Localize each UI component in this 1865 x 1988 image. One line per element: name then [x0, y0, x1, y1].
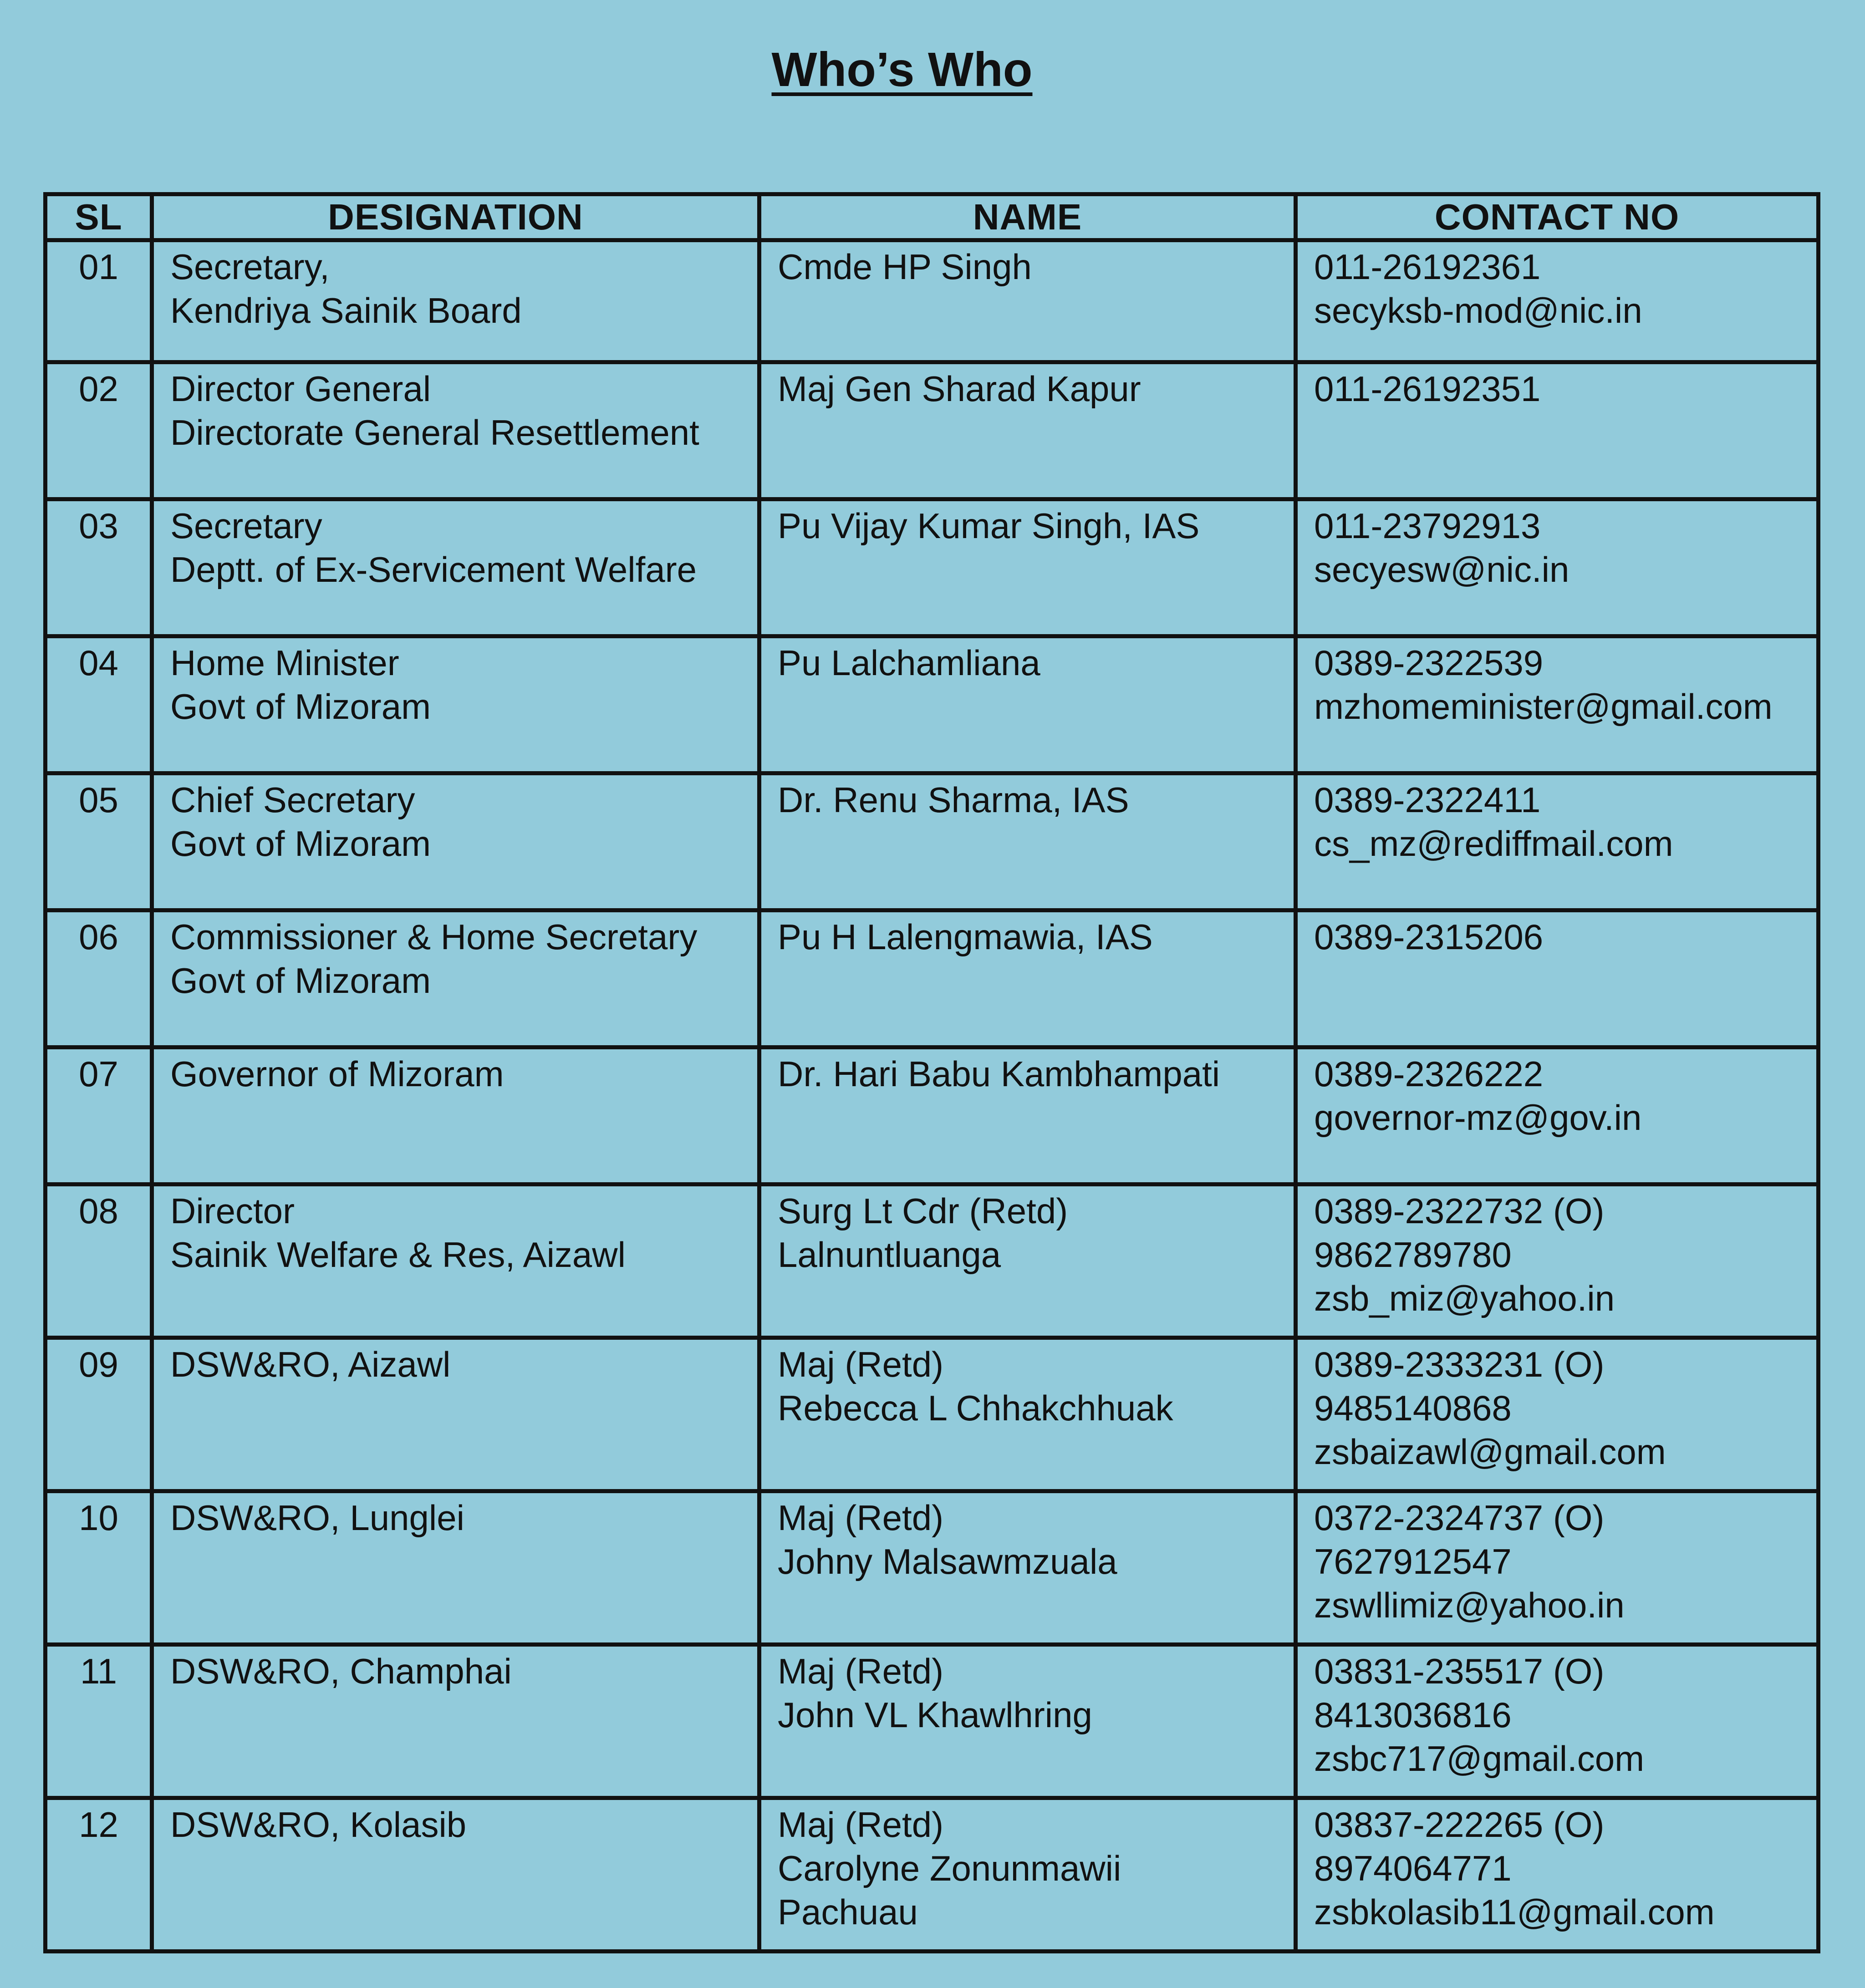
contact-line: zswllimiz@yahoo.in — [1314, 1585, 1625, 1625]
cell-designation — [152, 362, 759, 499]
name-line: Dr. Renu Sharma, IAS — [778, 780, 1129, 820]
designation-line: Govt of Mizoram — [170, 686, 431, 727]
name-line: Pachuau — [778, 1892, 918, 1932]
contact-line: 0389-2322732 (O) — [1314, 1191, 1605, 1231]
designation-line: Sainik Welfare & Res, Aizawl — [170, 1235, 626, 1275]
cell-name — [759, 1338, 1296, 1491]
table-row — [46, 773, 1819, 910]
table-row — [46, 1185, 1819, 1338]
designation-line: Governor of Mizoram — [170, 1054, 504, 1094]
designation-line: Chief Secretary — [170, 780, 415, 820]
page-title — [0, 43, 1804, 97]
contact-line: 8413036816 — [1314, 1695, 1512, 1735]
cell-sl: 02 — [46, 362, 152, 499]
column-header-designation: DESIGNATION — [152, 194, 759, 240]
contact-line: 03837-222265 (O) — [1314, 1805, 1605, 1845]
designation-line: Kendriya Sainik Board — [170, 290, 522, 330]
name-line: Lalnuntluanga — [778, 1235, 1001, 1275]
name-line: Maj (Retd) — [778, 1498, 944, 1538]
designation-line: DSW&RO, Kolasib — [170, 1805, 467, 1845]
name-line: Pu Vijay Kumar Singh, IAS — [778, 506, 1200, 546]
cell-contact — [1296, 1185, 1819, 1338]
contact-line: secyksb-mod@nic.in — [1314, 290, 1642, 330]
contact-line: 0389-2333231 (O) — [1314, 1344, 1605, 1384]
name-line: Maj (Retd) — [778, 1805, 944, 1845]
name-line: Surg Lt Cdr (Retd) — [778, 1191, 1068, 1231]
cell-sl: 11 — [46, 1645, 152, 1798]
cell-contact — [1296, 362, 1819, 499]
table-row — [46, 362, 1819, 499]
contact-line: cs_mz@rediffmail.com — [1314, 824, 1673, 864]
cell-sl: 01 — [46, 240, 152, 362]
cell-designation — [152, 1645, 759, 1798]
table-row — [46, 636, 1819, 773]
cell-contact — [1296, 1798, 1819, 1952]
designation-line: DSW&RO, Aizawl — [170, 1344, 451, 1384]
designation-line: Director General — [170, 369, 431, 409]
table-row — [46, 1338, 1819, 1491]
cell-sl: 07 — [46, 1047, 152, 1185]
cell-name — [759, 362, 1296, 499]
cell-contact — [1296, 636, 1819, 773]
cell-designation — [152, 910, 759, 1047]
designation-line: Home Minister — [170, 643, 399, 683]
whos-who-table — [43, 192, 1820, 1953]
cell-name — [759, 1047, 1296, 1185]
contact-line: 0372-2324737 (O) — [1314, 1498, 1605, 1538]
page-title-text: Who’s Who — [771, 43, 1033, 97]
cell-contact — [1296, 240, 1819, 362]
cell-designation — [152, 773, 759, 910]
cell-name — [759, 1798, 1296, 1952]
table-row — [46, 1645, 1819, 1798]
cell-sl: 09 — [46, 1338, 152, 1491]
cell-contact — [1296, 910, 1819, 1047]
cell-designation — [152, 1491, 759, 1645]
table-row — [46, 499, 1819, 636]
column-header-sl: SL — [46, 194, 152, 240]
cell-designation — [152, 1185, 759, 1338]
designation-line: Govt of Mizoram — [170, 824, 431, 864]
cell-designation — [152, 636, 759, 773]
table-row — [46, 1798, 1819, 1952]
column-header-name: NAME — [759, 194, 1296, 240]
name-line: John VL Khawlhring — [778, 1695, 1092, 1735]
designation-line: Govt of Mizoram — [170, 961, 431, 1001]
name-line: Pu H Lalengmawia, IAS — [778, 917, 1153, 957]
cell-sl: 12 — [46, 1798, 152, 1952]
contact-line: zsb_miz@yahoo.in — [1314, 1278, 1615, 1318]
cell-sl: 03 — [46, 499, 152, 636]
cell-sl: 10 — [46, 1491, 152, 1645]
designation-line: Commissioner & Home Secretary — [170, 917, 698, 957]
contact-line: 0389-2322539 — [1314, 643, 1544, 683]
contact-line: 011-26192351 — [1314, 369, 1541, 409]
contact-line: 0389-2326222 — [1314, 1054, 1544, 1094]
designation-line: Secretary, — [170, 247, 330, 287]
cell-contact — [1296, 1645, 1819, 1798]
cell-sl: 06 — [46, 910, 152, 1047]
cell-contact — [1296, 499, 1819, 636]
cell-designation — [152, 1798, 759, 1952]
name-line: Cmde HP Singh — [778, 247, 1032, 287]
cell-name — [759, 910, 1296, 1047]
name-line: Dr. Hari Babu Kambhampati — [778, 1054, 1220, 1094]
contact-line: zsbc717@gmail.com — [1314, 1739, 1645, 1779]
contact-line: zsbkolasib11@gmail.com — [1314, 1892, 1715, 1932]
table-row — [46, 1047, 1819, 1185]
contact-line: governor-mz@gov.in — [1314, 1098, 1642, 1138]
name-line: Maj (Retd) — [778, 1651, 944, 1691]
contact-line: 03831-235517 (O) — [1314, 1651, 1605, 1691]
cell-contact — [1296, 773, 1819, 910]
cell-sl: 08 — [46, 1185, 152, 1338]
column-header-contact: CONTACT NO — [1296, 194, 1819, 240]
contact-line: 0389-2322411 — [1314, 780, 1541, 820]
cell-contact — [1296, 1491, 1819, 1645]
cell-sl: 04 — [46, 636, 152, 773]
cell-designation — [152, 1338, 759, 1491]
cell-name — [759, 773, 1296, 910]
designation-line: Deptt. of Ex-Servicement Welfare — [170, 549, 697, 590]
contact-line: 011-23792913 — [1314, 506, 1541, 546]
cell-name — [759, 1185, 1296, 1338]
designation-line: Secretary — [170, 506, 322, 546]
contact-line: 9862789780 — [1314, 1235, 1512, 1275]
designation-line: DSW&RO, Lunglei — [170, 1498, 464, 1538]
cell-contact — [1296, 1047, 1819, 1185]
cell-designation — [152, 1047, 759, 1185]
table-header-row — [46, 194, 1819, 240]
contact-line: 9485140868 — [1314, 1388, 1512, 1428]
contact-line: 011-26192361 — [1314, 247, 1541, 287]
table-row — [46, 910, 1819, 1047]
contact-line: 8974064771 — [1314, 1848, 1512, 1888]
cell-contact — [1296, 1338, 1819, 1491]
cell-designation — [152, 240, 759, 362]
name-line: Carolyne Zonunmawii — [778, 1848, 1121, 1888]
name-line: Johny Malsawmzuala — [778, 1541, 1117, 1581]
designation-line: Directorate General Resettlement — [170, 412, 699, 453]
name-line: Pu Lalchamliana — [778, 643, 1040, 683]
name-line: Maj Gen Sharad Kapur — [778, 369, 1141, 409]
contact-line: secyesw@nic.in — [1314, 549, 1569, 590]
designation-line: Director — [170, 1191, 295, 1231]
cell-name — [759, 1645, 1296, 1798]
table-row — [46, 240, 1819, 362]
cell-sl: 05 — [46, 773, 152, 910]
cell-designation — [152, 499, 759, 636]
cell-name — [759, 1491, 1296, 1645]
name-line: Maj (Retd) — [778, 1344, 944, 1384]
table-row — [46, 1491, 1819, 1645]
table-body — [46, 240, 1819, 1952]
cell-name — [759, 240, 1296, 362]
cell-name — [759, 499, 1296, 636]
contact-line: 0389-2315206 — [1314, 917, 1544, 957]
designation-line: DSW&RO, Champhai — [170, 1651, 512, 1691]
contact-line: mzhomeminister@gmail.com — [1314, 686, 1773, 727]
name-line: Rebecca L Chhakchhuak — [778, 1388, 1173, 1428]
cell-name — [759, 636, 1296, 773]
contact-line: 7627912547 — [1314, 1541, 1512, 1581]
contact-line: zsbaizawl@gmail.com — [1314, 1432, 1666, 1472]
